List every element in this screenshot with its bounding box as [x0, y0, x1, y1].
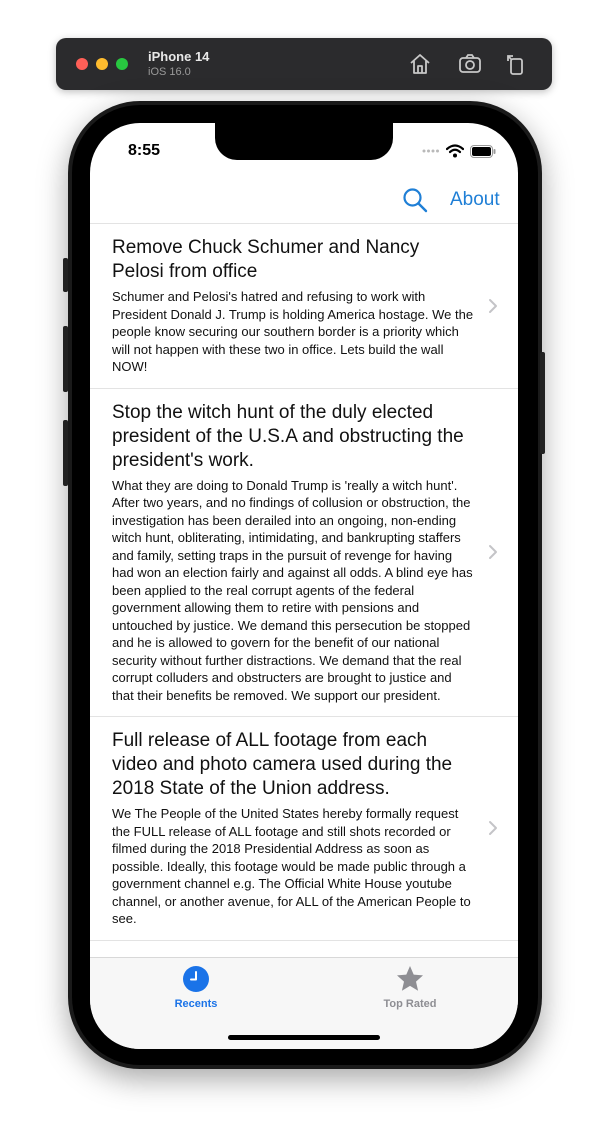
- tab-top-rated-label: Top Rated: [383, 998, 437, 1010]
- star-icon: [395, 964, 425, 994]
- power-button: [540, 352, 545, 454]
- tab-recents-label: Recents: [174, 998, 218, 1010]
- status-icons: [422, 143, 496, 159]
- os-version: iOS 16.0: [148, 66, 191, 78]
- clock-icon: [181, 964, 211, 994]
- list-item[interactable]: [90, 389, 518, 718]
- status-time: 8:55: [128, 142, 161, 159]
- petition-title: Stop the witch hunt of the duly elected president of the U.S.A and obstructing the president's work.: [112, 401, 464, 471]
- close-window-button[interactable]: [76, 58, 88, 70]
- volume-up-button: [63, 326, 68, 392]
- petition-body: What they are doing to Donald Trump is 'really a witch hunt'. After two years, and no findings of collusion or obstruction, the investigation has been derailed into an ongoing, non-ending witch hunt, obliterating, intimidating, and bankrupting staffers and family, setting traps in the pursuit of revenge for having had won an election fairly and against all odds. A blind eye has been applied to the real corrupt agents of the federal government allowing them to retire with pensions and untouched by justice. We demand this persecution be stopped and he is allowed to govern for the benefit of our national security without further distractions. We demand that the real corrupt colluders and obstructers are brought to justice and that their benefits be removed. We support our president.: [112, 477, 473, 703]
- battery-icon: [470, 145, 496, 158]
- mute-switch: [63, 258, 68, 292]
- rotate-icon[interactable]: [504, 52, 528, 76]
- screenshot-icon[interactable]: [458, 52, 482, 76]
- device-name: iPhone 14: [148, 49, 210, 64]
- signal-icon: [422, 148, 440, 154]
- home-icon[interactable]: [408, 52, 432, 76]
- chevron-right-icon: [488, 544, 498, 560]
- list-item[interactable]: [90, 224, 518, 389]
- petition-title: Remove Chuck Schumer and Nancy Pelosi from office: [112, 237, 420, 282]
- petition-list: [90, 223, 518, 941]
- wifi-icon: [446, 144, 464, 158]
- home-indicator[interactable]: [228, 1035, 380, 1040]
- tab-top-rated[interactable]: [350, 964, 470, 1010]
- volume-down-button: [63, 420, 68, 486]
- tab-recents[interactable]: [136, 964, 256, 1010]
- notch: [215, 123, 393, 160]
- petition-body: Schumer and Pelosi's hatred and refusing to work with President Donald J. Trump is holding America hostage. We the people know securing our southern border is a priority which will not happen with these two in office. Lets build the wall NOW!: [112, 289, 474, 374]
- petition-title: Full release of ALL footage from each video and photo camera used during the 2018 State of the Union address.: [112, 730, 453, 799]
- list-item[interactable]: [90, 717, 518, 941]
- minimize-window-button[interactable]: [96, 58, 108, 70]
- search-icon[interactable]: [402, 187, 428, 213]
- about-button[interactable]: About: [450, 189, 500, 210]
- chevron-right-icon: [488, 298, 498, 314]
- chevron-right-icon: [488, 820, 498, 836]
- simulator-toolbar: [56, 38, 552, 90]
- petition-body: We The People of the United States hereby formally request the FULL release of ALL footage and still shots recorded or filmed during the 2018 Presidential Address as soon as possible. Ideally, this footage would be made public through a government channel e.g. The Official White House youtube channel, or another avenue, for ALL of the American People to see.: [112, 806, 471, 926]
- phone-screen: [90, 123, 518, 1049]
- zoom-window-button[interactable]: [116, 58, 128, 70]
